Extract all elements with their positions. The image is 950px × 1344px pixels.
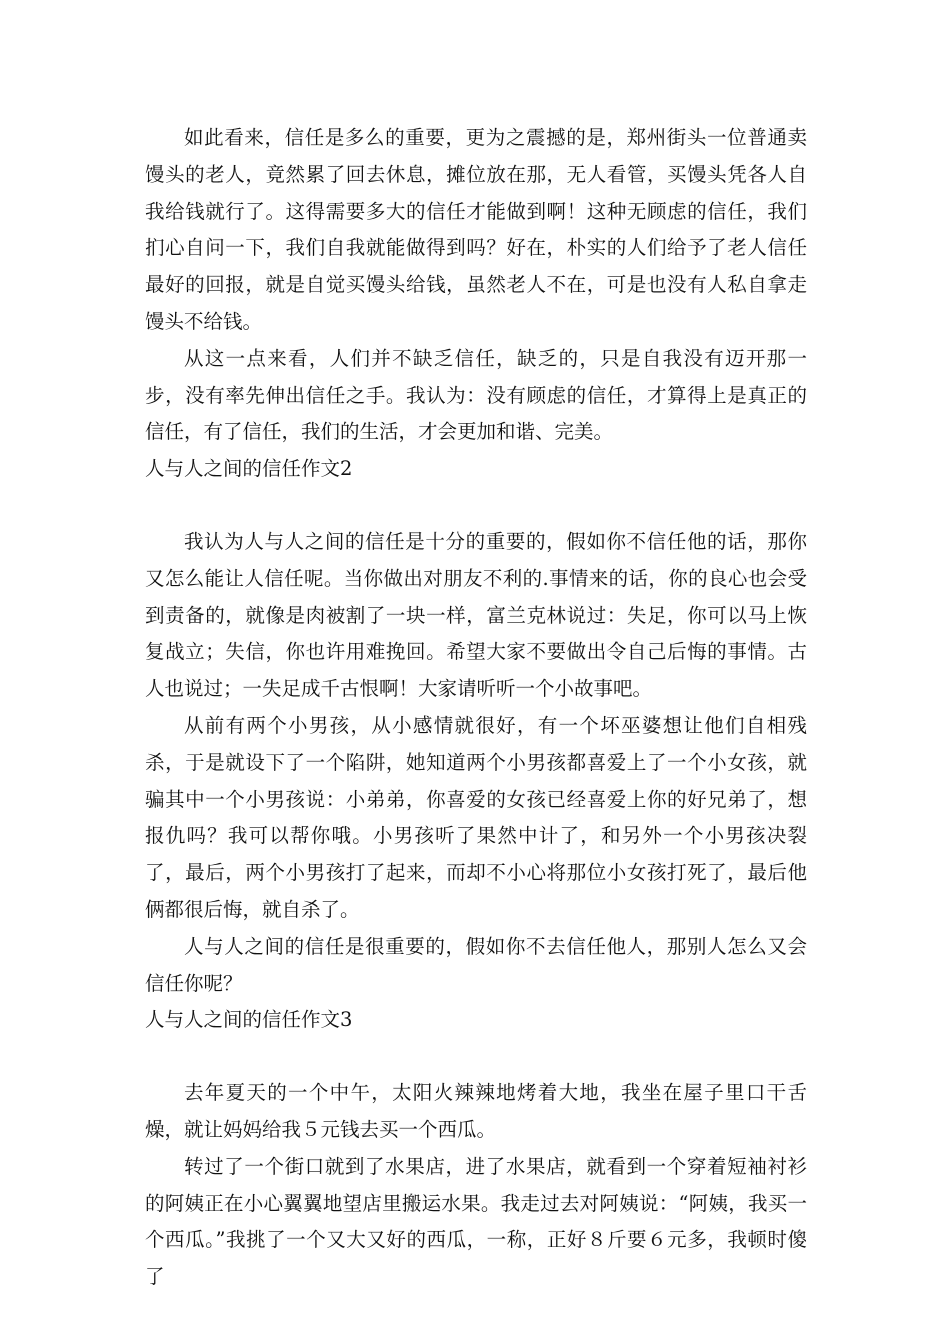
paragraph: 我认为人与人之间的信任是十分的重要的，假如你不信任他的话，那你又怎么能让人信任呢。当你做出对朋友不利的.事情来的话，你的良心也会受到责备的，就像是肉被割了一块一样，富兰克林说过：失足，你可以马上恢复战立；失信，你也许用难挽回。希望大家不要做出令自己后悔的事情。古人也说过；一失足成千古恨啊！大家请听听一个小故事吧。 [145,529,807,701]
paragraph: 人与人之间的信任是很重要的，假如你不去信任他人，那别人怎么又会信任你呢？ [145,934,807,995]
paragraph: 去年夏天的一个中午，太阳火辣辣地烤着大地，我坐在屋子里口干舌燥，就让妈妈给我５元钱去买一个西瓜。 [145,1081,807,1141]
document-page [145,120,807,1296]
section-title: 人与人之间的信任作文2 [145,457,353,481]
paragraph: 从这一点来看，人们并不缺乏信任，缺乏的，只是自我没有迈开那一步，没有率先伸出信任之手。我认为：没有顾虑的信任，才算得上是真正的信任，有了信任，我们的生活，才会更加和谐、完美。 [145,346,807,444]
blank-line [145,1039,807,1075]
blank-line [145,488,807,524]
paragraph: 转过了一个街口就到了水果店，进了水果店，就看到一个穿着短袖衬衫的阿姨正在小心翼翼地望店里搬运水果。我走过去对阿姨说：“阿姨，我买一个西瓜。”我挑了一个又大又好的西瓜，一称，正好８斤要６元多，我顿时傻了 [145,1154,807,1289]
section-title: 人与人之间的信任作文3 [145,1008,353,1032]
paragraph: 从前有两个小男孩，从小感情就很好，有一个坏巫婆想让他们自相残杀，于是就设下了一个陷阱，她知道两个小男孩都喜爱上了一个小女孩，就骗其中一个小男孩说：小弟弟，你喜爱的女孩已经喜爱上你的好兄弟了，想报仇吗？我可以帮你哦。小男孩听了果然中计了，和另外一个小男孩决裂了，最后，两个小男孩打了起来，而却不小心将那位小女孩打死了，最后他俩都很后悔，就自杀了。 [145,713,807,921]
paragraph: 如此看来，信任是多么的重要，更为之震撼的是，郑州街头一位普通卖馒头的老人，竟然累了回去休息，摊位放在那，无人看管，买馒头凭各人自我给钱就行了。这得需要多大的信任才能做到啊！这种无顾虑的信任，我们扪心自问一下，我们自我就能做得到吗？好在，朴实的人们给予了老人信任最好的回报，就是自觉买馒头给钱，虽然老人不在，可是也没有人私自拿走馒头不给钱。 [145,126,807,333]
